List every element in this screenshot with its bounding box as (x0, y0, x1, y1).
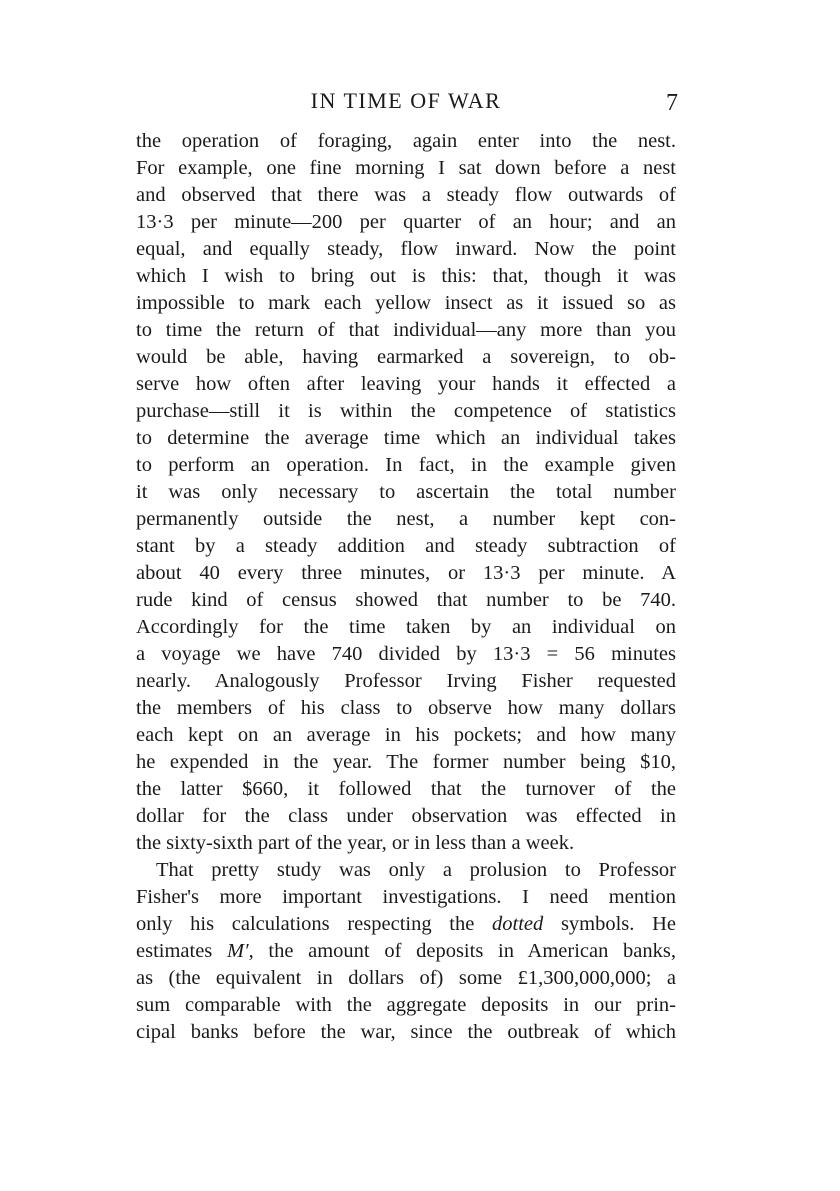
text-line: the operation of foraging, again enter into the nest. (136, 130, 676, 152)
text-line: to determine the average time which an individual takes (136, 427, 676, 449)
text-line: would be able, having earmarked a sovereign, to ob- (136, 346, 676, 368)
text-segment: symbols. He (560, 913, 676, 935)
text-line: Fisher's more important investigations. I need mention (136, 886, 676, 908)
text-line-with-italic (136, 911, 676, 938)
text-line: serve how often after leaving your hands it effected a (136, 373, 676, 395)
page-number: 7 (666, 90, 678, 116)
paragraph-end-line: the sixty-sixth part of the year, or in less than a week. (136, 832, 575, 854)
text-segment: , the amount of deposits in American banks, (248, 940, 676, 962)
text-line: the latter $660, it followed that the turnover of the (136, 778, 676, 800)
text-line: sum comparable with the aggregate deposits in our prin- (136, 994, 676, 1016)
text-line: each kept on an average in his pockets; and how many (136, 724, 676, 746)
text-line: a voyage we have 740 divided by 13·3 = 56 minutes (136, 643, 676, 665)
text-line: impossible to mark each yellow insect as it issued so as (136, 292, 676, 314)
text-line: equal, and equally steady, flow inward. Now the point (136, 238, 676, 260)
text-line: nearly. Analogously Professor Irving Fisher requested (136, 670, 676, 692)
text-line: to time the return of that individual—any more than you (136, 319, 676, 341)
text-line: permanently outside the nest, a number kept con- (136, 508, 676, 530)
text-line: 13·3 per minute—200 per quarter of an hour; and an (136, 211, 676, 233)
text-line: purchase—still it is within the competence of statistics (136, 400, 676, 422)
text-line: he expended in the year. The former number being $10, (136, 751, 676, 773)
text-line-with-italic (136, 938, 676, 965)
text-line: about 40 every three minutes, or 13·3 per minute. A (136, 562, 676, 584)
text-line: cipal banks before the war, since the outbreak of which (136, 1021, 676, 1043)
running-head (136, 86, 676, 116)
running-title: IN TIME OF WAR (310, 88, 502, 113)
text-line: stant by a steady addition and steady subtraction of (136, 535, 676, 557)
text-line: rude kind of census showed that number to be 740. (136, 589, 676, 611)
italic-word: dotted (492, 913, 544, 935)
text-line: as (the equivalent in dollars of) some £1,300,000,000; a (136, 967, 676, 989)
text-line: Accordingly for the time taken by an individual on (136, 616, 676, 638)
text-line: dollar for the class under observation was effected in (136, 805, 676, 827)
text-segment: estimates (136, 940, 213, 962)
text-line: and observed that there was a steady flow outwards of (136, 184, 676, 206)
text-line: which I wish to bring out is this: that, though it was (136, 265, 676, 287)
text-segment: only his calculations respecting the (136, 913, 475, 935)
text-line: to perform an operation. In fact, in the example given (136, 454, 676, 476)
text-line: it was only necessary to ascertain the total number (136, 481, 676, 503)
paragraph-start-line: That pretty study was only a prolusion to Professor (156, 859, 676, 881)
text-line: For example, one fine morning I sat down before a nest (136, 157, 676, 179)
text-line: the members of his class to observe how many dollars (136, 697, 676, 719)
body-text (136, 128, 676, 1046)
italic-symbol: M′ (227, 940, 249, 962)
